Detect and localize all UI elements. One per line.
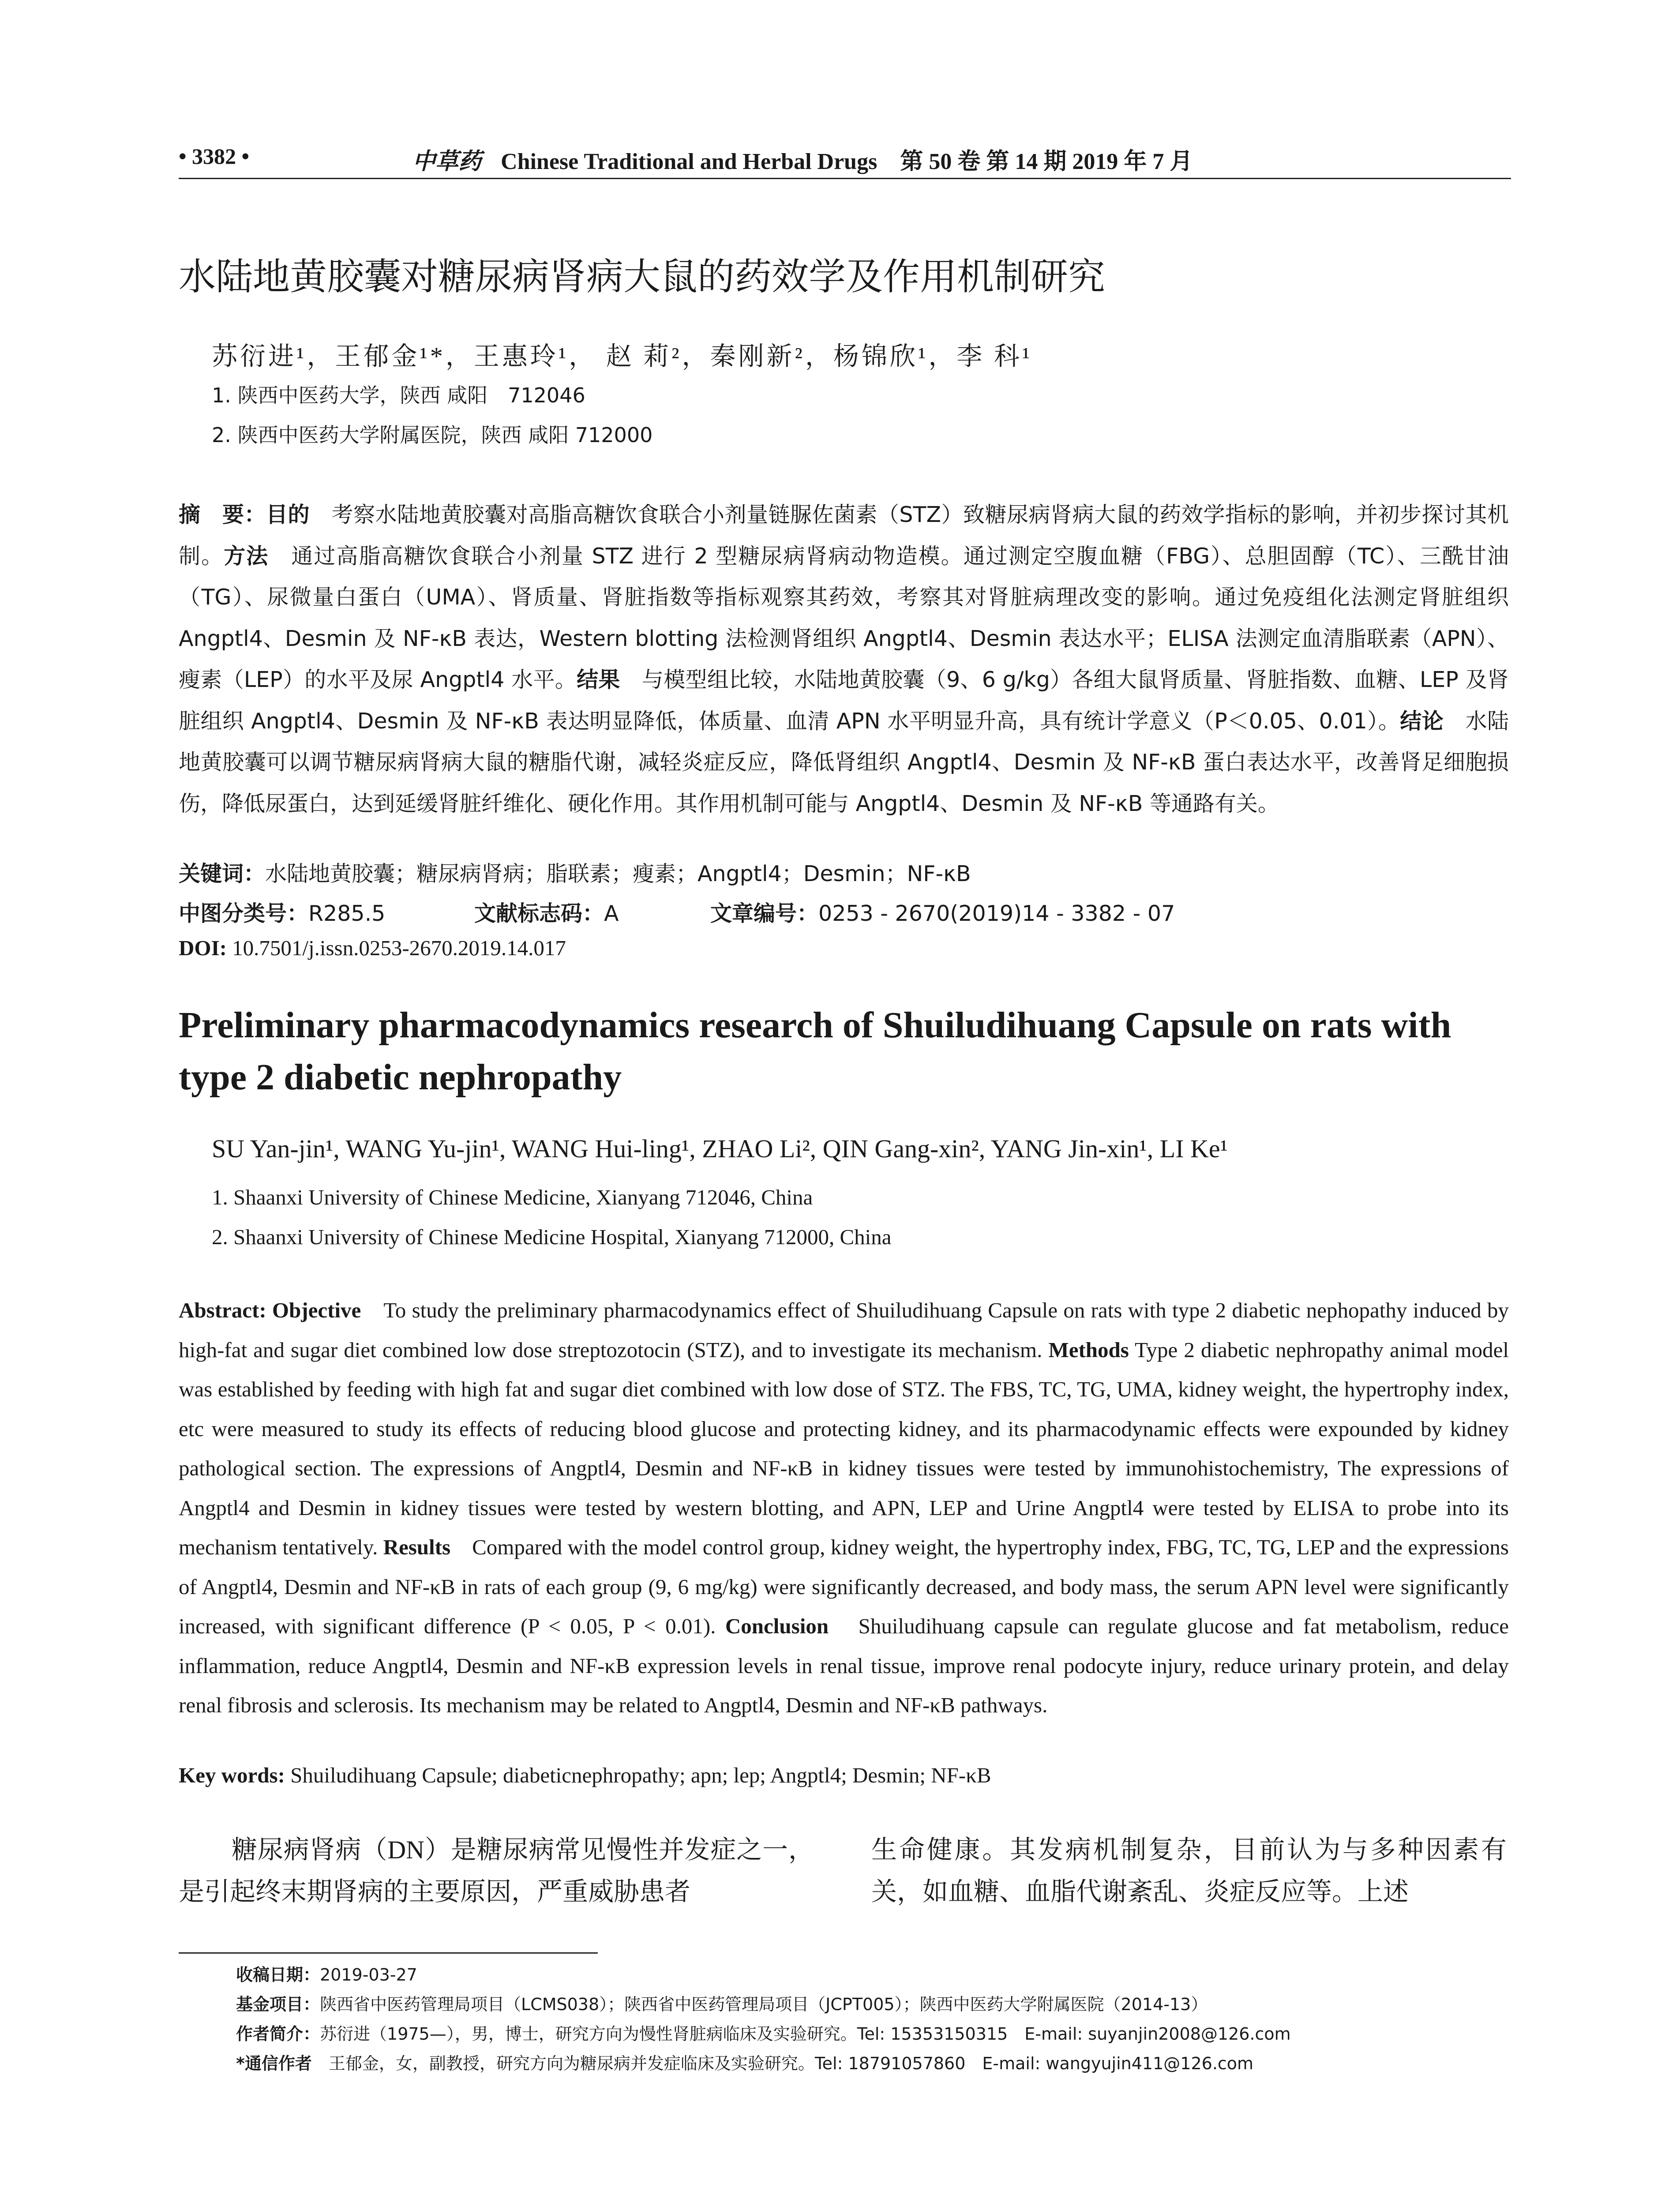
en-authors: SU Yan-jin¹, WANG Yu-jin¹, WANG Hui-ling¹, ZHAO Li², QIN Gang-xin², YANG Jin-xin¹, LI Ke¹ bbox=[212, 1134, 1228, 1163]
en-results: Compared with the model control group, kidney weight, the hypertrophy index, FBG, TC, TG, LEP and the expressions of Angptl4, Desmin and NF-κB in rats of each group (9, 6 mg/kg) were significantly decreased, and body mass, the serum APN level were significantly increased, with significant difference (P < 0.05, P < 0.01). bbox=[179, 1535, 1509, 1638]
en-abstract-label: Abstract: bbox=[179, 1298, 272, 1322]
en-objective: To study the preliminary pharmacodynamics effect of Shuiludihuang Capsule on rats with type 2 diabetic nephopathy induced by high-fat and sugar diet combined low dose streptozotocin (STZ), and to investigate its mechanism. bbox=[179, 1298, 1509, 1362]
footnote-author-bio bbox=[236, 2020, 1291, 2045]
cn-title: 水陆地黄胶囊对糖尿病肾病大鼠的药效学及作用机制研究 bbox=[179, 255, 1106, 298]
en-objective-label: Objective bbox=[272, 1298, 361, 1322]
cn-objective: 考察水陆地黄胶囊对高脂高糖饮食联合小剂量链脲佐菌素（STZ）致糖尿病肾病大鼠的药效学指标的影响，并初步探讨其机制。 bbox=[179, 502, 1509, 569]
cn-authors: 苏衍进¹，王郁金¹*，王惠玲¹， 赵 莉²，秦刚新²，杨锦欣¹，李 科¹ bbox=[212, 342, 1033, 371]
cn-article-number bbox=[710, 897, 1175, 927]
page-number: • 3382 • bbox=[179, 144, 250, 169]
en-keywords bbox=[179, 1763, 991, 1788]
header-rule bbox=[179, 178, 1511, 179]
en-conclusion: Shuiludihuang capsule can regulate glucose and fat metabolism, reduce inflammation, reduce Angptl4, Desmin and NF-κB expression levels in renal tissue, improve renal podocyte injury, reduce urinary protein, and delay renal fibrosis and sclerosis. Its mechanism may be related to Angptl4, Desmin and NF-κB pathways. bbox=[179, 1614, 1509, 1717]
body-column-right: 生命健康。其发病机制复杂，目前认为与多种因素有关，如血糖、血脂代谢紊乱、炎症反应等。上述 bbox=[871, 1835, 1507, 1906]
journal-line bbox=[412, 143, 1192, 176]
cn-keywords-text: 水陆地黄胶囊；糖尿病肾病；脂联素；瘦素；Angptl4；Desmin；NF-κB bbox=[265, 861, 971, 886]
body-column-left: 糖尿病肾病（DN）是糖尿病常见慢性并发症之一，是引起终末期肾病的主要原因，严重威胁患者 bbox=[179, 1835, 814, 1906]
footnote-label: 基金项目： bbox=[236, 1995, 320, 2014]
en-keywords-text: Shuiludihuang Capsule; diabeticnephropathy; apn; lep; Angptl4; Desmin; NF-κB bbox=[285, 1763, 991, 1787]
cn-clc-label: 中图分类号： bbox=[179, 901, 309, 926]
cn-classification bbox=[179, 897, 385, 927]
cn-article-no-value: 0253 - 2670(2019)14 - 3382 - 07 bbox=[818, 901, 1175, 926]
en-methods: Type 2 diabetic nephropathy animal model was established by feeding with high fat and sugar diet combined with low dose of STZ. The FBS, TC, TG, UMA, kidney weight, the hypertrophy index, etc were measured to study its effects of reducing blood glucose and protecting kidney, and its pharmacodynamic effects were expounded by kidney pathological section. The expressions of Angptl4, Desmin and NF-κB in kidney tissues were tested by immunohistochemistry, The expressions of Angptl4 and Desmin in kidney tissues were tested by western blotting, and APN, LEP and Urine Angptl4 were tested by ELISA to probe into its mechanism tentatively. bbox=[179, 1337, 1509, 1559]
cn-abstract-label: 摘 要： bbox=[179, 502, 266, 527]
cn-doi bbox=[179, 935, 566, 960]
running-header bbox=[179, 139, 1511, 179]
footnote-received bbox=[236, 1961, 417, 1985]
footnote-text: 2019-03-27 bbox=[320, 1965, 417, 1985]
en-conclusion-label: Conclusion bbox=[725, 1614, 829, 1638]
cn-clc: R285.5 bbox=[308, 901, 386, 926]
journal-info: Chinese Traditional and Herbal Drugs 第 50 卷 第 14 期 2019 年 7 月 bbox=[501, 149, 1193, 174]
cn-objective-label: 目的 bbox=[266, 502, 310, 527]
cn-abstract bbox=[179, 494, 1509, 824]
footnote-label: 作者简介： bbox=[236, 2024, 320, 2044]
footnote-corresponding bbox=[236, 2050, 1253, 2074]
footnote-label: *通信作者 bbox=[236, 2054, 312, 2073]
en-title: Preliminary pharmacodynamics research of Shuiludihuang Capsule on rats with type 2 diabetic nephropathy bbox=[179, 1005, 1451, 1098]
footnote-text: 王郁金，女，副教授，研究方向为糖尿病并发症临床及实验研究。Tel: 18791057860 E-mail: wangyujin411@126.com bbox=[311, 2054, 1254, 2073]
footnote-rule bbox=[179, 1952, 598, 1954]
doi-label: DOI: bbox=[179, 936, 227, 960]
footnote-funding bbox=[236, 1991, 1208, 2015]
footnote-text: 苏衍进（1975—），男，博士，研究方向为慢性肾脏病临床及实验研究。Tel: 15353150315 E-mail: suyanjin2008@126.com bbox=[320, 2024, 1291, 2044]
cn-methods-label: 方法 bbox=[224, 543, 269, 569]
cn-methods: 通过高脂高糖饮食联合小剂量 STZ 进行 2 型糖尿病肾病动物造模。通过测定空腹血糖（FBG）、总胆固醇（TC）、三酰甘油（TG）、尿微量白蛋白（UMA）、肾质量、肾脏指数等指标观察其药效，考察其对肾脏病理改变的影响。通过免疫组化法测定肾脏组织 Angptl4、Desmin 及 NF-κB 表达，Western blotting 法检测肾组织 Angptl4、Desmin 表达水平；ELISA 法测定血清脂联素（APN）、瘦素（LEP）的水平及尿 Angptl4 水平。 bbox=[179, 543, 1509, 692]
cn-keywords-label: 关键词： bbox=[179, 861, 266, 886]
cn-conclusion-label: 结论 bbox=[1400, 708, 1444, 734]
cn-doccode-value: A bbox=[604, 901, 619, 926]
journal-logo: 中草药 bbox=[412, 148, 482, 175]
en-abstract bbox=[179, 1291, 1509, 1725]
en-affiliation-1: 1. Shaanxi University of Chinese Medicine, Xianyang 712046, China bbox=[212, 1185, 813, 1209]
cn-affiliation-2: 2. 陕西中医药大学附属医院，陕西 咸阳 712000 bbox=[212, 423, 653, 447]
footnote-label: 收稿日期： bbox=[236, 1965, 320, 1985]
en-affiliation-2: 2. Shaanxi University of Chinese Medicine Hospital, Xianyang 712000, China bbox=[212, 1225, 892, 1249]
cn-keywords bbox=[179, 857, 971, 888]
cn-doccode bbox=[474, 897, 619, 927]
cn-article-no-label: 文章编号： bbox=[710, 901, 819, 926]
cn-affiliation-1: 1. 陕西中医药大学，陕西 咸阳 712046 bbox=[212, 383, 585, 407]
footnote-text: 陕西省中医药管理局项目（LCMS038）；陕西省中医药管理局项目（JCPT005）；陕西中医药大学附属医院（2014-13） bbox=[320, 1995, 1208, 2014]
cn-results: 与模型组比较，水陆地黄胶囊（9、6 g/kg）各组大鼠肾质量、肾脏指数、血糖、LEP 及肾脏组织 Angptl4、Desmin 及 NF-κB 表达明显降低，体质量、血清 APN 水平明显升高，具有统计学意义（P＜0.05、0.01）。 bbox=[179, 667, 1509, 734]
en-results-label: Results bbox=[383, 1535, 451, 1559]
doi-value: 10.7501/j.issn.0253-2670.2019.14.017 bbox=[226, 936, 566, 960]
cn-doccode-label: 文献标志码： bbox=[474, 901, 604, 926]
en-keywords-label: Key words: bbox=[179, 1763, 285, 1787]
en-methods-label: Methods bbox=[1048, 1337, 1129, 1362]
cn-results-label: 结果 bbox=[577, 667, 620, 692]
cn-conclusion: 水陆地黄胶囊可以调节糖尿病肾病大鼠的糖脂代谢，减轻炎症反应，降低肾组织 Angptl4、Desmin 及 NF-κB 蛋白表达水平，改善肾足细胞损伤，降低尿蛋白，达到延缓肾脏纤维化、硬化作用。其作用机制可能与 Angptl4、Desmin 及 NF-κB 等通路有关。 bbox=[179, 708, 1509, 816]
